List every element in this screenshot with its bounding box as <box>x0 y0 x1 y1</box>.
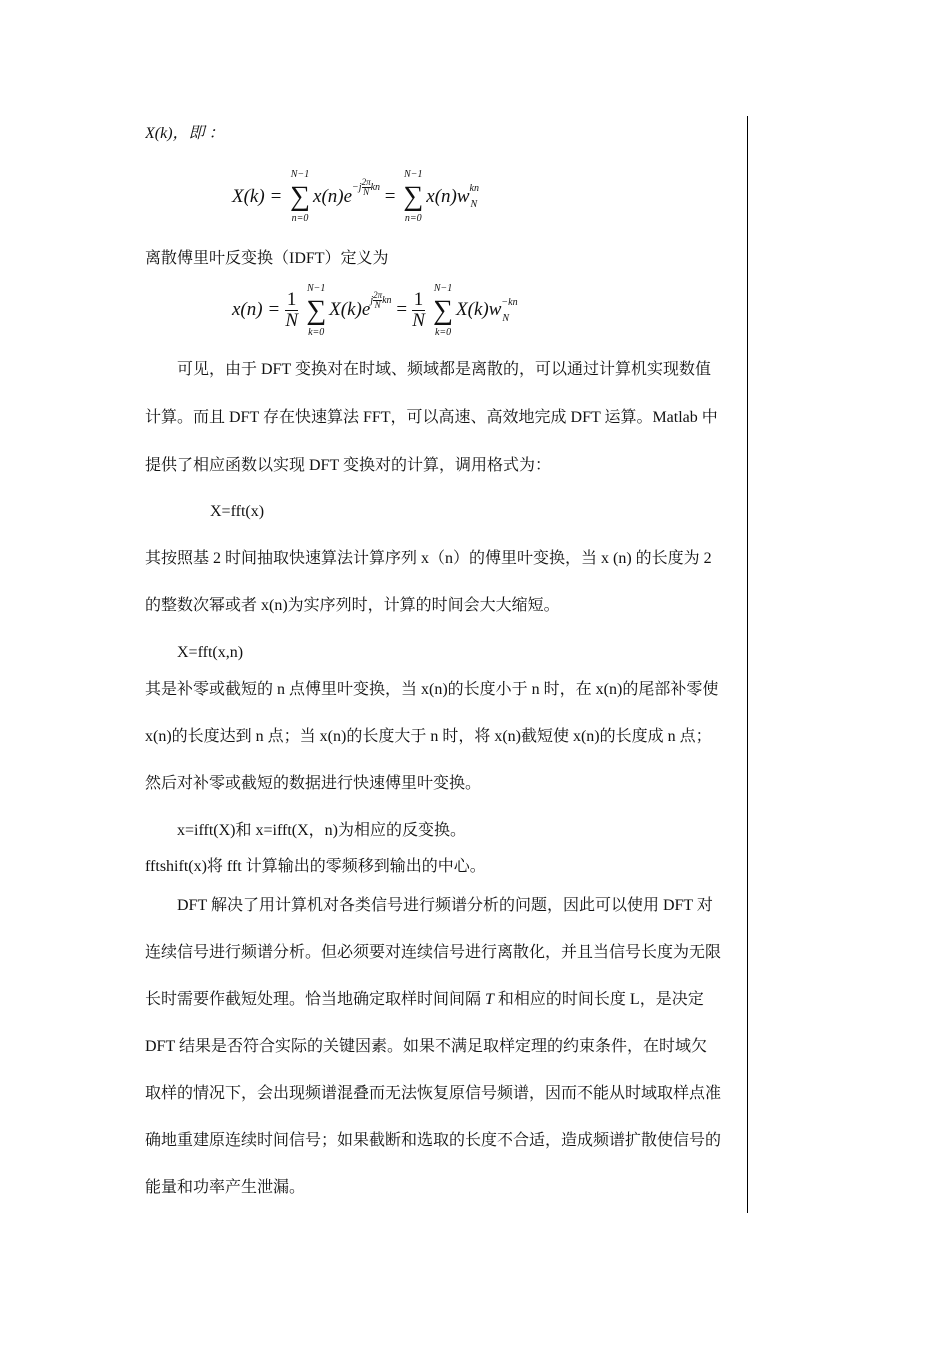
eq2-lhs: x(n) = <box>232 298 281 320</box>
eq2-term2: X(k)w <box>456 298 502 320</box>
text-line-17: 长时需要作截短处理。恰当地确定取样时间间隔 T 和相应的时间长度 L，是决定 <box>145 991 704 1008</box>
text-line-16: 连续信号进行频谱分析。但必须要对连续信号进行离散化，并且当信号长度为无限 <box>145 944 722 961</box>
text-line-20: 确地重建原连续时间信号；如果截断和选取的长度不合适，造成频谱扩散使信号的 <box>145 1132 722 1149</box>
text-line-15: DFT 解决了用计算机对各类信号进行频谱分析的问题，因此可以使用 DFT 对 <box>177 897 713 914</box>
idft-equation <box>232 282 518 338</box>
text-line-10: 其是补零或截短的 n 点傅里叶变换，当 x(n)的长度小于 n 时，在 x(n)的尾部补零使 <box>145 681 719 698</box>
text-line-2: 离散傅里叶反变换（IDFT）定义为 <box>145 250 389 267</box>
eq2-equals: = <box>396 298 408 320</box>
text-line-5: 提供了相应函数以实现 DFT 变换对的计算，调用格式为： <box>145 457 551 474</box>
eq1-lhs: X(k) = <box>232 185 283 207</box>
text-line-11: x(n)的长度达到 n 点；当 x(n)的长度大于 n 时，将 x(n)截短使 x(n)的长度成 n 点； <box>145 728 712 745</box>
eq2-sum2: N−1 ∑ k=0 <box>433 282 454 338</box>
text-line-1: X(k)，即 ： <box>145 125 225 142</box>
eq1-sum2: N−1 ∑ n=0 <box>403 169 424 225</box>
text-line-19: 取样的情况下，会出现频谱混叠而无法恢复原信号频谱，因而不能从时域取样点准 <box>145 1085 722 1102</box>
code-line-fft: X=fft(x) <box>210 503 265 520</box>
code-line-fft-n: X=fft(x,n) <box>177 644 244 661</box>
eq2-sum1: N−1 ∑ k=0 <box>306 282 327 338</box>
eq2-w-indices: −kn N <box>501 296 518 324</box>
text-line-14: fftshift(x)将 fft 计算输出的零频移到输出的中心。 <box>145 858 486 875</box>
text-line-3: 可见，由于 DFT 变换对在时域、频域都是离散的，可以通过计算机实现数值 <box>177 361 711 378</box>
text-line-12: 然后对补零或截短的数据进行快速傅里叶变换。 <box>145 775 482 792</box>
text-line-7: 其按照基 2 时间抽取快速算法计算序列 x（n）的傅里叶变换，当 x (n) 的长度为 2 <box>145 550 712 567</box>
eq1-equals: = <box>384 185 396 207</box>
right-margin-line <box>747 116 748 1213</box>
text-line-8: 的整数次幂或者 x(n)为实序列时，计算的时间会大大缩短。 <box>145 597 560 614</box>
eq2-term1: X(k)e <box>329 298 371 320</box>
eq1-term1: x(n)e <box>313 185 353 207</box>
eq2-exponent: j $\frac{2\pi}{N}$ kn <box>370 290 392 311</box>
eq1-term2: x(n)w <box>426 185 470 207</box>
eq2-fraction2: $\frac{1}{N}$ <box>412 289 425 331</box>
text-line-13: x=ifft(X)和 x=ifft(X，n)为相应的反变换。 <box>177 822 466 839</box>
text-line-21: 能量和功率产生泄漏。 <box>145 1179 306 1196</box>
dft-equation <box>232 169 484 225</box>
text-line-4: 计算。而且 DFT 存在快速算法 FFT，可以高速、高效地完成 DFT 运算。Matlab 中 <box>145 409 718 426</box>
eq1-sum1: N−1 ∑ n=0 <box>290 169 310 225</box>
text-line-18: DFT 结果是否符合实际的关键因素。如果不满足取样定理的约束条件，在时域欠 <box>145 1038 707 1055</box>
eq1-w-indices: kn N <box>469 183 479 211</box>
eq2-fraction1: $\frac{1}{N}$ <box>285 289 299 331</box>
eq1-exponent: −j $\frac{2\pi}{N}$ kn <box>352 177 381 197</box>
